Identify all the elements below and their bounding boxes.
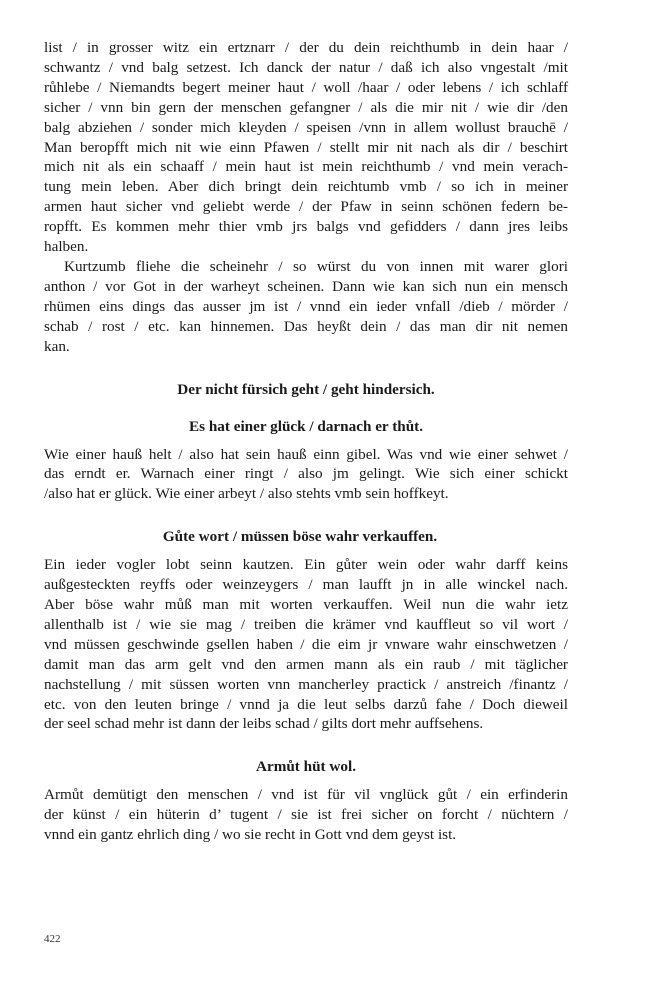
page-number: 422	[44, 933, 61, 945]
text-line: etc. von den leuten bringe / vnnd ja die leut selbs darzů fahe / Doch dieweil	[44, 695, 568, 713]
text-line: allenthalb ist / wie sie mag / treiben die krämer vnd kauffleut so vil wort /	[44, 615, 568, 633]
text-line: schwantz / vnd balg setzest. Ich danck der natur / daß ich also vngestalt /mit	[44, 58, 568, 76]
section-heading-3: Gůte wort / müssen böse wahr verkauffen.	[162, 528, 438, 546]
text-line: der seel schad mehr ist dann der leibs schad / gilts dort mehr auffsehens.	[44, 715, 484, 733]
text-line: list / in grosser witz ein ertznarr / der du dein reichthumb in dein haar /	[44, 39, 568, 56]
text-line: Armůt demütigt den menschen / vnd ist für vil vnglück gůt / ein erfinderin	[44, 786, 568, 804]
text-line: Ein ieder vogler lobt seinn kautzen. Ein gůter wein oder wahr darff keins	[44, 556, 568, 574]
paragraph-kurtzumb	[44, 257, 568, 357]
text-line: /also hat er glück. Wie einer arbeyt / also stehts vmb sein hoffkeyt.	[44, 485, 449, 503]
text-line: růhlebe / Niemandts begert meiner haut / woll /haar / oder lebens / ich schlaff	[44, 78, 568, 96]
text-line: Man beropfft mich nit wie einn Pfawen / stellt mir nit nach als dir / beschirt	[44, 138, 568, 156]
section-heading-2: Es hat einer glück / darnach er thůt.	[188, 417, 424, 435]
text-line: vnd müssen geschwinde gsellen haben / die eim jr vnware wahr einschwetzen /	[44, 635, 568, 653]
text-line: mich nit als ein schaaff / mein haut ist mein reichthumb / vnd mein verach-	[44, 158, 568, 176]
text-line: rhümen eins dings das ausser jm ist / vnnd ein ieder vnfall /dieb / mörder /	[44, 297, 568, 315]
text-line: anthon / vor Got in der warheyt scheinen. Dann wie kan sich nun ein mensch	[44, 277, 568, 295]
text-line: balg abziehen / sonder mich kleyden / speisen /vnn in allem wollust brauchē /	[44, 118, 568, 136]
text-line: nachstellung / mit süssen worten vnn mancherley practick / anstreich /finantz /	[44, 675, 568, 693]
text-line: außgesteckten reyffs oder weinzeygers / man laufft jn in alle winckel nach.	[44, 576, 568, 594]
section-3-body	[44, 555, 568, 734]
text-line: tung mein leben. Aber dich bringt dein reichtumb vmb / so ich in meiner	[44, 178, 568, 196]
section-2-body	[44, 445, 568, 505]
text-line: Kurtzumb fliehe die scheinehr / so würst du von innen mit warer glori	[64, 257, 568, 275]
text-line: vnnd ein gantz ehrlich ding / wo sie recht in Gott vnd dem geyst ist.	[44, 826, 457, 844]
text-line: das erndt er. Warnach einer ringt / also jm gelingt. Wie sich einer schickt	[44, 465, 568, 483]
text-line: Wie einer hauß helt / also hat sein hauß einn gibel. Was vnd wie einer sehwet /	[44, 445, 568, 463]
continued-paragraph	[44, 38, 568, 257]
text-line: ropfft. Es kommen mehr thier vmb jrs balgs vnd gefidders / dann jres leibs	[44, 218, 568, 236]
text-line: Aber böse wahr můß man mit worten verkauffen. Weil nun die wahr ietz	[44, 596, 568, 614]
text-line: sicher / vnn bin gern der menschen gefangner / als die mir nit / wie dir /den	[44, 98, 568, 116]
text-line: damit man das arm gelt vnd den armen mann als ein raub / mit täglicher	[44, 655, 568, 673]
text-line: der künst / ein hüterin d’ tugent / sie ist frei sicher on forcht / nüchtern /	[44, 806, 568, 824]
page-body	[44, 38, 568, 845]
text-line: schab / rost / etc. kan hinnemen. Das heyßt dein / das man dir nit nemen	[44, 317, 568, 335]
text-line: kan.	[44, 337, 70, 355]
section-4-body	[44, 785, 568, 845]
text-line: halben.	[44, 238, 89, 256]
text-line: armen haut sicher vnd geliebt werde / der Pfaw in seinn schönen federn be-	[44, 198, 568, 216]
section-heading-4: Armůt hüt wol.	[256, 758, 356, 776]
section-heading-1: Der nicht fürsich geht / geht hindersich.	[177, 380, 435, 398]
